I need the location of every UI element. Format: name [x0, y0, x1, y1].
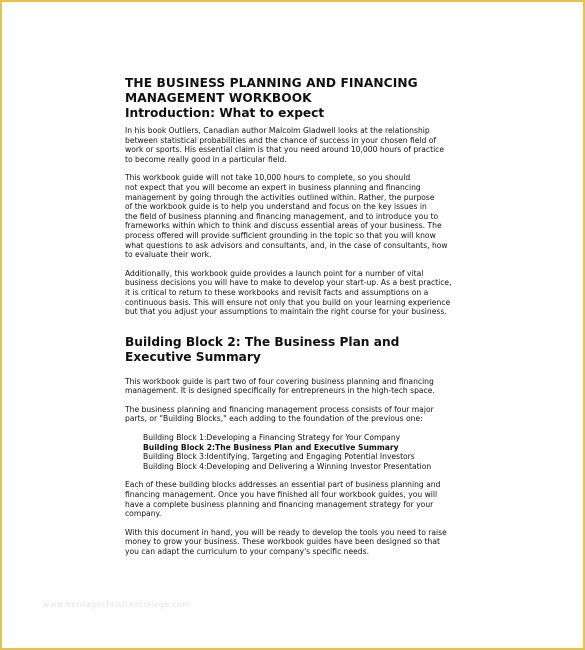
section-2-paragraph-1: [125, 377, 460, 396]
document-title-line-2: MANAGEMENT WORKBOOK: [125, 91, 312, 105]
document-page: [125, 76, 460, 566]
text-line: business decisions you will have to make to develop your start-up. As a best practice,: [125, 278, 452, 288]
text-line: The business planning and financing management process consists of four major: [125, 404, 434, 414]
text-line: This workbook guide will not take 10,000 hours to complete, so you should: [125, 173, 411, 183]
text-line: Each of these building blocks addresses an essential part of business planning and: [125, 480, 441, 490]
text-line: continuous basis. This will ensure not only that you build on your learning experience: [125, 297, 451, 307]
text-line: frameworks within which to think and discuss essential areas of your business. The: [125, 221, 442, 231]
text-line: between statistical probabilities and the chance of success in your chosen field of: [125, 135, 437, 145]
intro-paragraph-1: [125, 126, 460, 164]
text-line: the field of business planning and financing management, and to introduce you to: [125, 211, 439, 221]
text-line: In his book Outliers, Canadian author Malcolm Gladwell looks at the relationship: [125, 126, 430, 135]
section-2-heading-line-1: Building Block 2: The Business Plan and: [125, 334, 400, 349]
text-line: not expect that you will become an expert in business planning and financing: [125, 182, 421, 192]
document-title-line-1: THE BUSINESS PLANNING AND FINANCING: [125, 76, 418, 90]
text-line: management. It is designed specifically for entrepreneurs in the high-tech space.: [125, 386, 435, 396]
text-line: parts, or "Building Blocks," each adding to the foundation of the previous one:: [125, 414, 423, 424]
text-line: financing management. Once you have finished all four workbook guides, you will: [125, 490, 438, 500]
intro-paragraph-2: [125, 173, 460, 259]
text-line: you can adapt the curriculum to your company's specific needs.: [125, 547, 370, 556]
intro-paragraph-3: [125, 269, 460, 317]
text-line: of the workbook guide is to help you understand and focus on the key issues in: [125, 202, 427, 212]
text-line: process offered will provide sufficient grounding in the topic so that you will know: [125, 230, 436, 240]
text-line: This workbook guide is part two of four covering business planning and financing: [125, 376, 434, 386]
text-line: management by going through the activities outlined within. Rather, the purpose: [125, 192, 435, 202]
section-2-heading-line-2: Executive Summary: [125, 350, 261, 365]
text-line: to become really good in a particular field.: [125, 154, 287, 164]
section-2-heading: [125, 335, 460, 366]
text-line: Additionally, this workbook guide provides a launch point for a number of vital: [125, 268, 424, 278]
building-block-item: Building Block 4:Developing and Delivering a Winning Investor Presentation: [143, 461, 432, 471]
building-blocks-list: [143, 433, 460, 471]
text-line: have a complete business planning and financing management strategy for your: [125, 499, 434, 509]
section-2-paragraph-3: [125, 480, 460, 518]
watermark: www.heritagechristiancollege.com: [43, 600, 191, 609]
intro-heading: Introduction: What to expect: [125, 106, 325, 120]
text-line: money to grow your business. These workbook guides have been designed so that: [125, 537, 440, 547]
section-2-paragraph-4: [125, 528, 460, 557]
text-line: to evaluate their work.: [125, 250, 212, 260]
text-line: company.: [125, 509, 162, 519]
text-line: but that you adjust your assumptions to maintain the right course for your business.: [125, 307, 447, 317]
text-line: what questions to ask advisors and consultants, and, in the case of consultants, how: [125, 240, 448, 250]
text-line: work or sports. His essential claim is that you need around 10,000 hours of practice: [125, 145, 445, 155]
building-block-item-current: Building Block 2:The Business Plan and Executive Summary: [143, 442, 399, 452]
text-line: With this document in hand, you will be ready to develop the tools you need to raise: [125, 527, 447, 537]
building-block-item: Building Block 1:Developing a Financing Strategy for Your Company: [143, 433, 401, 443]
building-block-item: Building Block 3:Identifying, Targeting and Engaging Potential Investors: [143, 452, 415, 462]
text-line: it is critical to return to these workbooks and revisit facts and assumptions on a: [125, 287, 429, 297]
section-2-paragraph-2: [125, 405, 460, 424]
